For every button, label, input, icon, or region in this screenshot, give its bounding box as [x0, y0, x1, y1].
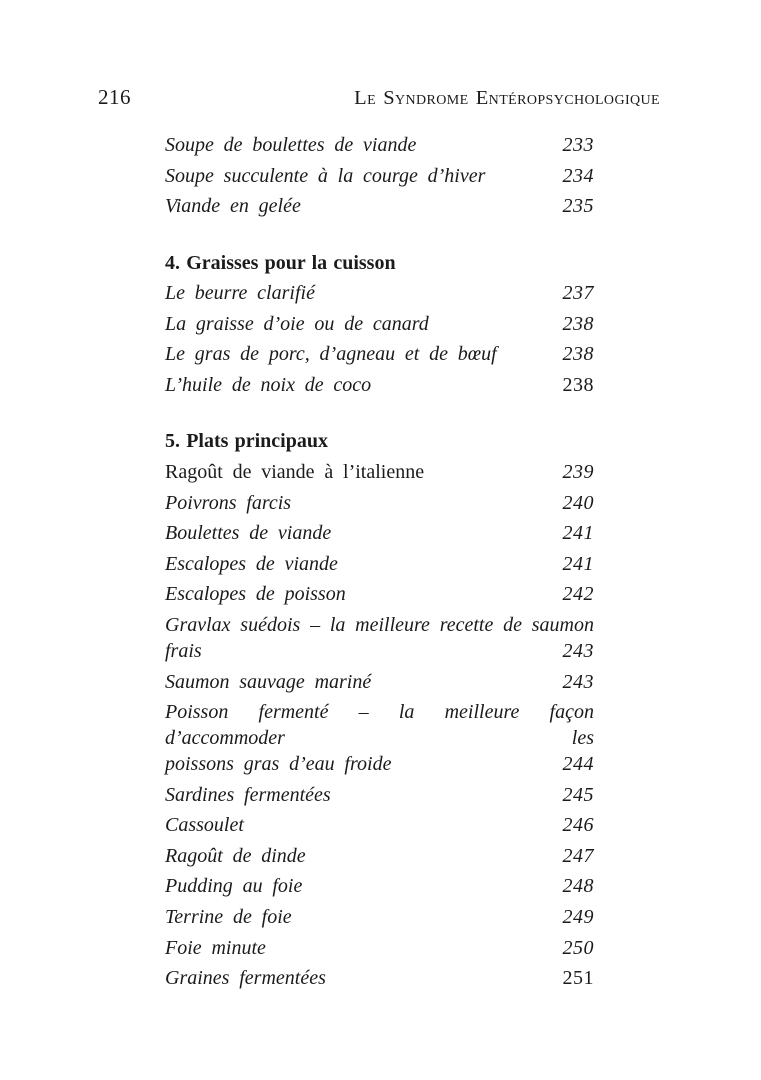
toc-entry — [165, 193, 594, 219]
toc-entry-title: Soupe de boulettes de viande — [165, 134, 417, 156]
toc-entry-page: 246 — [562, 814, 594, 837]
toc-entry-page: 235 — [562, 195, 594, 218]
toc-entry-title: Ragoût de viande à l’italienne — [165, 460, 425, 483]
toc-entry-page: 238 — [562, 343, 594, 366]
toc-entry — [165, 132, 594, 158]
toc-entry-title: Soupe succulente à la courge d’hiver — [165, 164, 486, 187]
toc-entry-page: 241 — [562, 522, 594, 545]
toc-entry — [165, 873, 594, 899]
toc-entry-page: 242 — [562, 583, 594, 606]
toc-entry-page: 249 — [562, 906, 594, 929]
toc-entry — [165, 904, 594, 930]
toc-entry-title: Poivrons farcis — [165, 491, 292, 514]
toc-entry-title: Escalopes de poisson — [165, 583, 346, 606]
toc-entry-title: Escalopes de viande — [165, 552, 338, 575]
toc-entry — [165, 490, 594, 516]
toc-entry — [165, 843, 594, 869]
toc-entry-title: Sardines fermentées — [165, 783, 331, 806]
toc-entry-page: 239 — [562, 460, 594, 483]
toc-entry — [165, 372, 594, 398]
toc-entry-page: 250 — [562, 936, 594, 959]
toc-entry-page: 234 — [562, 164, 594, 187]
toc-entry — [165, 935, 594, 961]
toc-entry-line1: Poisson fermenté – la meilleure façon d’accommoder les — [165, 701, 594, 750]
toc-entry — [165, 638, 594, 664]
toc-entry — [165, 311, 594, 337]
toc-entry-title: Terrine de foie — [165, 906, 292, 929]
toc-entry — [165, 782, 594, 808]
toc-section-heading: 5. Plats principaux — [165, 430, 328, 453]
toc-entry-page: 243 — [562, 639, 594, 662]
toc-entry-page: 243 — [562, 670, 594, 693]
toc-entry — [165, 163, 594, 189]
toc-entry-page: 237 — [562, 282, 594, 305]
toc-entry — [165, 459, 594, 485]
toc-entry-line1: Gravlax suédois – la meilleure recette de saumon — [165, 613, 594, 636]
toc-entry-page: 244 — [562, 753, 594, 776]
toc-entry-page: 238 — [562, 373, 594, 396]
page-number: 216 — [98, 85, 131, 109]
toc-entry-title: Cassoulet — [165, 814, 244, 837]
running-head — [98, 85, 660, 110]
toc-entry — [165, 751, 594, 777]
toc-entry-title: Boulettes de viande — [165, 522, 332, 545]
toc-entry-title: La graisse d’oie ou de canard — [165, 312, 429, 335]
toc-entry — [165, 581, 594, 607]
toc-entry-page: 240 — [562, 491, 594, 514]
running-title: Le Syndrome Entéropsychologique — [354, 87, 660, 109]
toc-entry-title: Le beurre clarifié — [165, 282, 315, 305]
toc-entry-title: L’huile de noix de coco — [165, 373, 372, 396]
toc-entry — [165, 965, 594, 991]
toc-entry-page: 233 — [562, 134, 594, 156]
toc-entry-title: Graines fermentées — [165, 967, 326, 990]
toc-entry-title: Foie minute — [165, 936, 266, 959]
toc-entry — [165, 812, 594, 838]
toc-entry-page: 241 — [562, 552, 594, 575]
toc-entry — [165, 280, 594, 306]
toc-entry — [165, 551, 594, 577]
toc-entry-title: frais — [165, 639, 202, 662]
toc-entry-title: Pudding au foie — [165, 875, 303, 898]
toc-entry — [165, 341, 594, 367]
toc-entry-title: Saumon sauvage mariné — [165, 670, 372, 693]
toc-entry-title: Le gras de porc, d’agneau et de bœuf — [165, 343, 497, 366]
toc-entry-page: 248 — [562, 875, 594, 898]
toc-entry-title: Viande en gelée — [165, 195, 301, 218]
toc-entry — [165, 669, 594, 695]
toc-entry — [165, 520, 594, 546]
toc-entry-page: 245 — [562, 783, 594, 806]
table-of-contents — [165, 132, 594, 996]
toc-section-heading: 4. Graisses pour la cuisson — [165, 251, 396, 274]
toc-entry-title: poissons gras d’eau froide — [165, 753, 392, 776]
toc-entry-title: Ragoût de dinde — [165, 844, 306, 867]
toc-entry-page: 238 — [562, 312, 594, 335]
toc-entry-page: 251 — [562, 967, 594, 990]
toc-entry-page: 247 — [562, 844, 594, 867]
